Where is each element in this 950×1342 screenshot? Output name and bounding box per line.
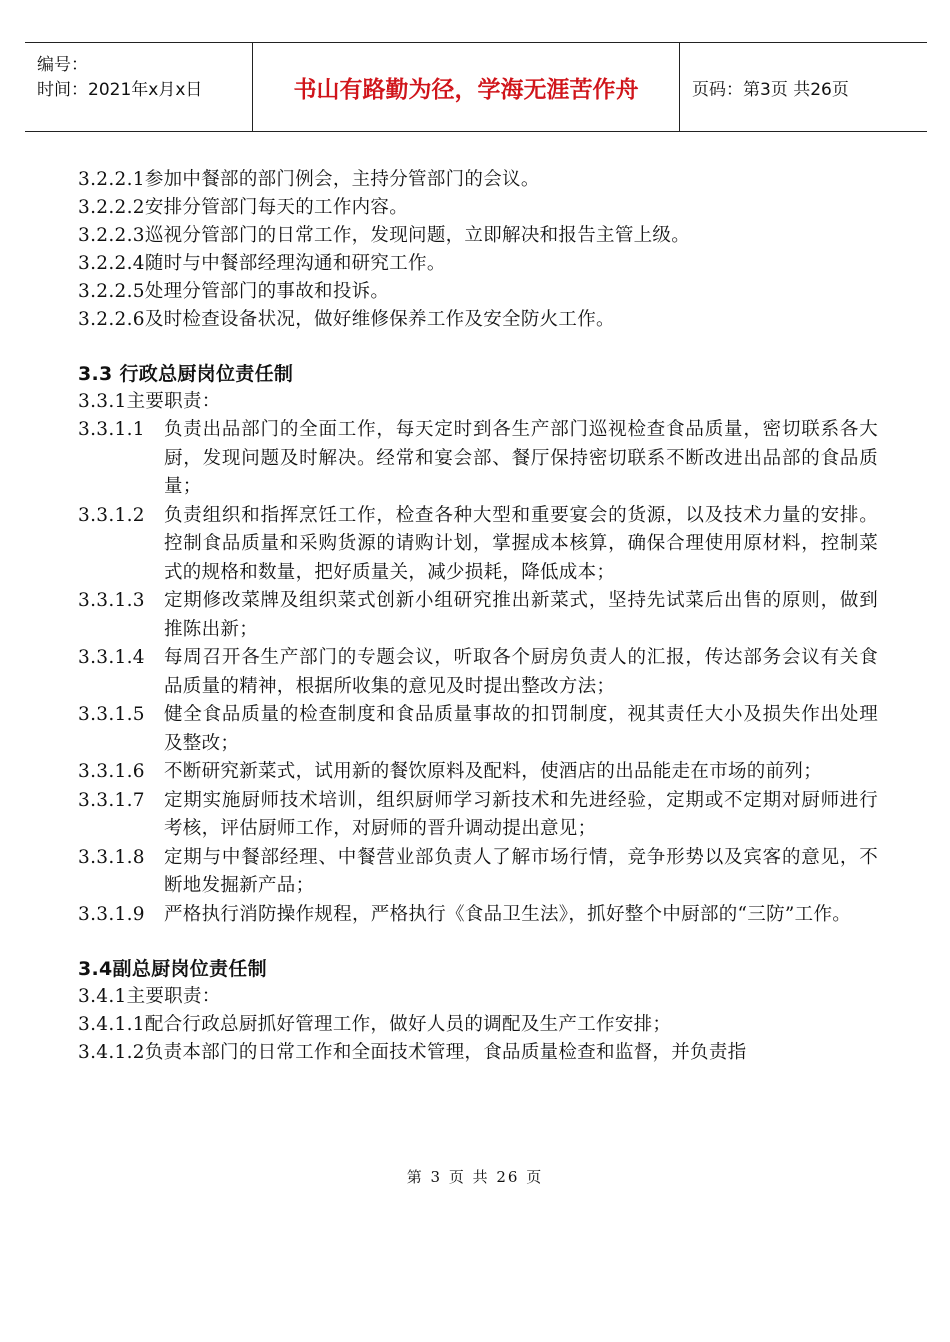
- subsection-heading: 3.3.1主要职责：: [78, 391, 221, 412]
- code-label: 编号：: [37, 55, 88, 75]
- page-footer: 第 3 页 共 26 页: [406, 1168, 544, 1186]
- duty-item: [78, 587, 878, 644]
- item-number: 3.3.1.6: [78, 761, 145, 782]
- list-item: 3.4.1.1配合行政总厨抓好管理工作，做好人员的调配及生产工作安排；: [78, 1014, 672, 1035]
- item-text: 健全食品质量的检查制度和食品质量事故的扣罚制度，视其责任大小及损失作出处理及整改；: [164, 704, 878, 754]
- item-number: 3.3.1.1: [78, 419, 145, 440]
- item-number: 3.3.1.3: [78, 590, 145, 611]
- duty-item: [78, 502, 878, 588]
- item-text: 定期与中餐部经理、中餐营业部负责人了解市场行情，竞争形势以及宾客的意见，不断地发掘新产品；: [164, 846, 878, 896]
- document-body: [78, 166, 878, 1067]
- list-item: 3.4.1.2负责本部门的日常工作和全面技术管理，食品质量检查和监督，并负责指: [78, 1042, 747, 1063]
- item-text: 定期实施厨师技术培训，组织厨师学习新技术和先进经验，定期或不定期对厨师进行考核，评估厨师工作，对厨师的晋升调动提出意见；: [164, 789, 878, 839]
- list-item: 3.2.2.4随时与中餐部经理沟通和研究工作。: [78, 253, 446, 274]
- duty-item: [78, 701, 878, 758]
- item-text: 不断研究新菜式，试用新的餐饮原料及配料，使酒店的出品能走在市场的前列；: [164, 761, 823, 782]
- section-heading: 3.3 行政总厨岗位责任制: [78, 363, 294, 385]
- subsection-heading: 3.4.1主要职责：: [78, 986, 221, 1007]
- section-heading: 3.4副总厨岗位责任制: [78, 958, 267, 980]
- duty-item: [78, 758, 878, 787]
- duty-item: [78, 901, 878, 930]
- header-motto: 书山有路勤为径，学海无涯苦作舟: [253, 43, 680, 131]
- page-header: [25, 42, 927, 132]
- item-number: 3.3.1.9: [78, 903, 145, 925]
- item-number: 3.3.1.7: [78, 789, 145, 811]
- list-item: 3.2.2.3巡视分管部门的日常工作，发现问题，立即解决和报告主管上级。: [78, 225, 691, 246]
- item-text: 严格执行消防操作规程，严格执行《食品卫生法》，抓好整个中厨部的“三防”工作。: [164, 903, 852, 925]
- header-page-info: 页码：第3页 共26页: [692, 79, 849, 100]
- item-number: 3.3.1.8: [78, 846, 145, 868]
- list-item: 3.2.2.5处理分管部门的事故和投诉。: [78, 281, 390, 302]
- duty-item: [78, 844, 878, 901]
- duty-item: [78, 787, 878, 844]
- item-text: 负责出品部门的全面工作，每天定时到各生产部门巡视检查食品质量，密切联系各大厨，发现问题及时解决。经常和宴会部、餐厅保持密切联系不断改进出品部的食品质量；: [164, 419, 878, 497]
- duty-item: [78, 416, 878, 502]
- item-text: 定期修改菜牌及组织菜式创新小组研究推出新菜式，坚持先试菜后出售的原则，做到推陈出新；: [164, 590, 878, 640]
- header-left-cell: [25, 43, 253, 131]
- list-item: 3.2.2.2安排分管部门每天的工作内容。: [78, 197, 409, 218]
- list-item: 3.2.2.1参加中餐部的部门例会，主持分管部门的会议。: [78, 169, 540, 190]
- item-number: 3.3.1.4: [78, 647, 145, 668]
- list-item: 3.2.2.6及时检查设备状况，做好维修保养工作及安全防火工作。: [78, 309, 615, 330]
- item-number: 3.3.1.2: [78, 504, 145, 526]
- item-number: 3.3.1.5: [78, 704, 145, 725]
- time-label: 时间：2021年x月x日: [37, 80, 203, 100]
- duty-item: [78, 644, 878, 701]
- item-text: 负责组织和指挥烹饪工作，检查各种大型和重要宴会的货源，以及技术力量的安排。控制食品质量和采购货源的请购计划，掌握成本核算，确保合理使用原材料，控制菜式的规格和数量，把好质量关，减少损耗，降低成本；: [164, 504, 878, 583]
- item-text: 每周召开各生产部门的专题会议，听取各个厨房负责人的汇报，传达部务会议有关食品质量的精神，根据所收集的意见及时提出整改方法；: [164, 647, 878, 697]
